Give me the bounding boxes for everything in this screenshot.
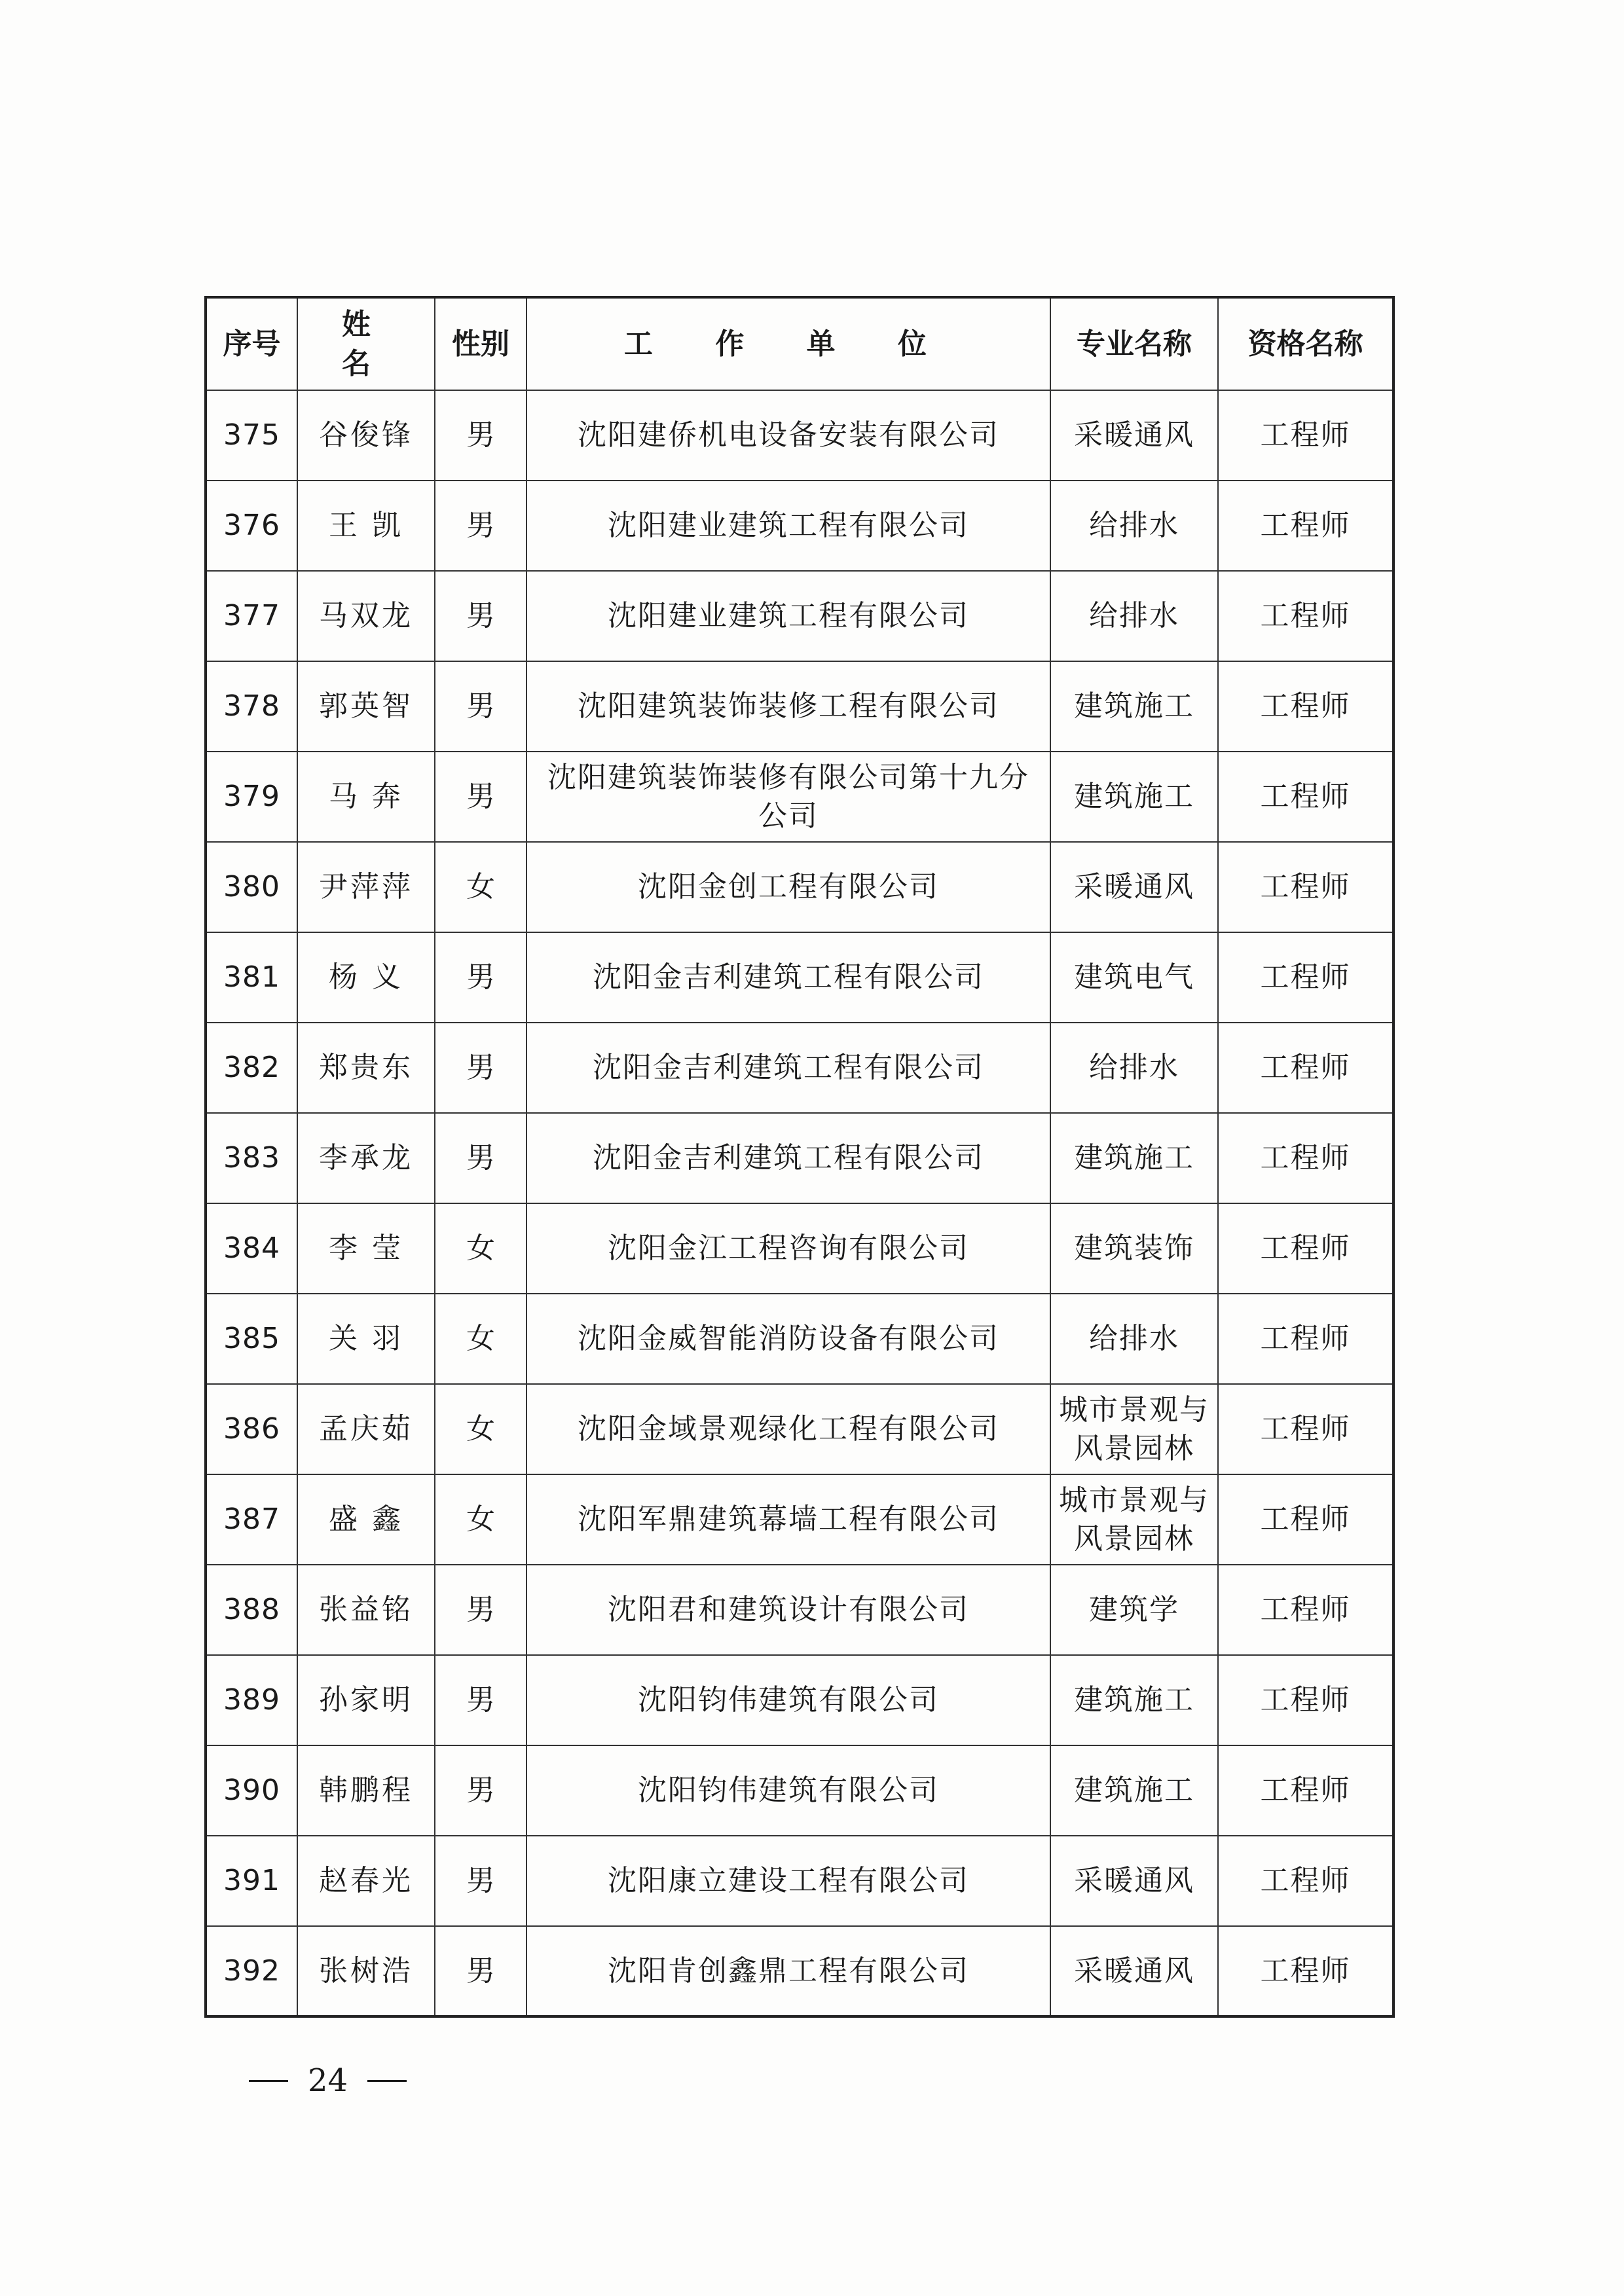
cell-name: 杨 义 — [297, 932, 435, 1023]
table-row — [206, 571, 1393, 661]
cell-gender: 女 — [435, 1203, 526, 1294]
table-row — [206, 1926, 1393, 2016]
cell-qualification: 工程师 — [1218, 1384, 1393, 1474]
cell-major: 采暖通风 — [1050, 1926, 1218, 2016]
table-row — [206, 390, 1393, 481]
cell-name: 郭英智 — [297, 661, 435, 752]
cell-major: 建筑装饰 — [1050, 1203, 1218, 1294]
table-header-row — [206, 297, 1393, 390]
cell-name: 张树浩 — [297, 1926, 435, 2016]
cell-unit: 沈阳金江工程咨询有限公司 — [526, 1203, 1050, 1294]
page-number: 24 — [308, 2062, 348, 2099]
cell-major: 建筑施工 — [1050, 1113, 1218, 1203]
cell-major: 采暖通风 — [1050, 390, 1218, 481]
cell-unit: 沈阳君和建筑设计有限公司 — [526, 1565, 1050, 1655]
cell-name: 郑贵东 — [297, 1023, 435, 1113]
header-gender: 性别 — [435, 297, 526, 390]
cell-name: 张益铭 — [297, 1565, 435, 1655]
table-row — [206, 1655, 1393, 1745]
cell-gender: 女 — [435, 1294, 526, 1384]
cell-major: 建筑施工 — [1050, 752, 1218, 842]
cell-gender: 女 — [435, 1384, 526, 1474]
cell-gender: 男 — [435, 1023, 526, 1113]
cell-major: 给排水 — [1050, 1294, 1218, 1384]
cell-unit: 沈阳建筑装饰装修工程有限公司 — [526, 661, 1050, 752]
cell-qualification: 工程师 — [1218, 1565, 1393, 1655]
cell-unit: 沈阳金创工程有限公司 — [526, 842, 1050, 932]
cell-qualification: 工程师 — [1218, 390, 1393, 481]
cell-gender: 男 — [435, 752, 526, 842]
table-row — [206, 481, 1393, 571]
cell-major: 城市景观与风景园林 — [1050, 1474, 1218, 1565]
table-row — [206, 842, 1393, 932]
cell-gender: 男 — [435, 1565, 526, 1655]
cell-unit: 沈阳建侨机电设备安装有限公司 — [526, 390, 1050, 481]
cell-gender: 男 — [435, 571, 526, 661]
cell-major: 给排水 — [1050, 1023, 1218, 1113]
cell-gender: 男 — [435, 1113, 526, 1203]
cell-seq: 390 — [206, 1745, 297, 1836]
cell-qualification: 工程师 — [1218, 481, 1393, 571]
cell-seq: 386 — [206, 1384, 297, 1474]
cell-name: 韩鹏程 — [297, 1745, 435, 1836]
cell-major: 建筑施工 — [1050, 661, 1218, 752]
cell-major: 采暖通风 — [1050, 842, 1218, 932]
cell-major: 建筑学 — [1050, 1565, 1218, 1655]
cell-unit: 沈阳金域景观绿化工程有限公司 — [526, 1384, 1050, 1474]
cell-name: 李承龙 — [297, 1113, 435, 1203]
cell-seq: 392 — [206, 1926, 297, 2016]
cell-name: 马双龙 — [297, 571, 435, 661]
cell-unit: 沈阳金吉利建筑工程有限公司 — [526, 1023, 1050, 1113]
cell-qualification: 工程师 — [1218, 1655, 1393, 1745]
cell-qualification: 工程师 — [1218, 1023, 1393, 1113]
cell-name: 赵春光 — [297, 1836, 435, 1926]
cell-qualification: 工程师 — [1218, 842, 1393, 932]
page-footer — [249, 2062, 407, 2099]
cell-unit: 沈阳康立建设工程有限公司 — [526, 1836, 1050, 1926]
cell-gender: 男 — [435, 661, 526, 752]
cell-seq: 380 — [206, 842, 297, 932]
cell-major: 给排水 — [1050, 571, 1218, 661]
table-row — [206, 1203, 1393, 1294]
cell-gender: 男 — [435, 1926, 526, 2016]
table-row — [206, 1023, 1393, 1113]
cell-name: 孟庆茹 — [297, 1384, 435, 1474]
cell-seq: 387 — [206, 1474, 297, 1565]
cell-seq: 375 — [206, 390, 297, 481]
cell-unit: 沈阳金威智能消防设备有限公司 — [526, 1294, 1050, 1384]
cell-qualification: 工程师 — [1218, 1836, 1393, 1926]
cell-seq: 388 — [206, 1565, 297, 1655]
cell-name: 关 羽 — [297, 1294, 435, 1384]
cell-name: 盛 鑫 — [297, 1474, 435, 1565]
cell-qualification: 工程师 — [1218, 1474, 1393, 1565]
cell-qualification: 工程师 — [1218, 1926, 1393, 2016]
cell-qualification: 工程师 — [1218, 1203, 1393, 1294]
header-major: 专业名称 — [1050, 297, 1218, 390]
table-row — [206, 932, 1393, 1023]
cell-name: 谷俊锋 — [297, 390, 435, 481]
table-row — [206, 1113, 1393, 1203]
cell-unit: 沈阳建业建筑工程有限公司 — [526, 571, 1050, 661]
cell-unit: 沈阳建业建筑工程有限公司 — [526, 481, 1050, 571]
table-row — [206, 1474, 1393, 1565]
cell-name: 尹萍萍 — [297, 842, 435, 932]
cell-major: 给排水 — [1050, 481, 1218, 571]
cell-qualification: 工程师 — [1218, 752, 1393, 842]
header-name: 姓 名 — [297, 297, 435, 390]
header-unit: 工 作 单 位 — [526, 297, 1050, 390]
cell-unit: 沈阳金吉利建筑工程有限公司 — [526, 1113, 1050, 1203]
table-body — [206, 390, 1393, 2016]
cell-qualification: 工程师 — [1218, 1294, 1393, 1384]
cell-major: 建筑电气 — [1050, 932, 1218, 1023]
cell-gender: 男 — [435, 932, 526, 1023]
cell-gender: 女 — [435, 1474, 526, 1565]
cell-name: 李 莹 — [297, 1203, 435, 1294]
cell-gender: 男 — [435, 1745, 526, 1836]
cell-gender: 女 — [435, 842, 526, 932]
cell-unit: 沈阳钧伟建筑有限公司 — [526, 1655, 1050, 1745]
cell-qualification: 工程师 — [1218, 571, 1393, 661]
cell-seq: 391 — [206, 1836, 297, 1926]
cell-seq: 382 — [206, 1023, 297, 1113]
footer-dash-left — [249, 2080, 288, 2082]
cell-gender: 男 — [435, 390, 526, 481]
cell-seq: 378 — [206, 661, 297, 752]
cell-unit: 沈阳钧伟建筑有限公司 — [526, 1745, 1050, 1836]
cell-qualification: 工程师 — [1218, 661, 1393, 752]
cell-unit: 沈阳金吉利建筑工程有限公司 — [526, 932, 1050, 1023]
table-row — [206, 1565, 1393, 1655]
cell-qualification: 工程师 — [1218, 1113, 1393, 1203]
cell-seq: 383 — [206, 1113, 297, 1203]
roster-table — [204, 296, 1395, 2018]
table-row — [206, 1745, 1393, 1836]
table-row — [206, 752, 1393, 842]
header-qualification: 资格名称 — [1218, 297, 1393, 390]
cell-seq: 381 — [206, 932, 297, 1023]
cell-unit: 沈阳建筑装饰装修有限公司第十九分公司 — [526, 752, 1050, 842]
table-row — [206, 1836, 1393, 1926]
cell-seq: 385 — [206, 1294, 297, 1384]
cell-gender: 男 — [435, 1655, 526, 1745]
cell-seq: 389 — [206, 1655, 297, 1745]
cell-seq: 376 — [206, 481, 297, 571]
cell-gender: 男 — [435, 1836, 526, 1926]
footer-dash-right — [367, 2080, 407, 2082]
cell-seq: 379 — [206, 752, 297, 842]
cell-seq: 377 — [206, 571, 297, 661]
cell-unit: 沈阳肯创鑫鼎工程有限公司 — [526, 1926, 1050, 2016]
cell-qualification: 工程师 — [1218, 932, 1393, 1023]
table-row — [206, 1294, 1393, 1384]
header-seq: 序号 — [206, 297, 297, 390]
table-row — [206, 1384, 1393, 1474]
cell-seq: 384 — [206, 1203, 297, 1294]
cell-name: 孙家明 — [297, 1655, 435, 1745]
cell-gender: 男 — [435, 481, 526, 571]
cell-qualification: 工程师 — [1218, 1745, 1393, 1836]
table-row — [206, 661, 1393, 752]
cell-name: 马 奔 — [297, 752, 435, 842]
cell-major: 建筑施工 — [1050, 1655, 1218, 1745]
cell-major: 城市景观与风景园林 — [1050, 1384, 1218, 1474]
cell-unit: 沈阳军鼎建筑幕墙工程有限公司 — [526, 1474, 1050, 1565]
cell-name: 王 凯 — [297, 481, 435, 571]
cell-major: 建筑施工 — [1050, 1745, 1218, 1836]
cell-major: 采暖通风 — [1050, 1836, 1218, 1926]
